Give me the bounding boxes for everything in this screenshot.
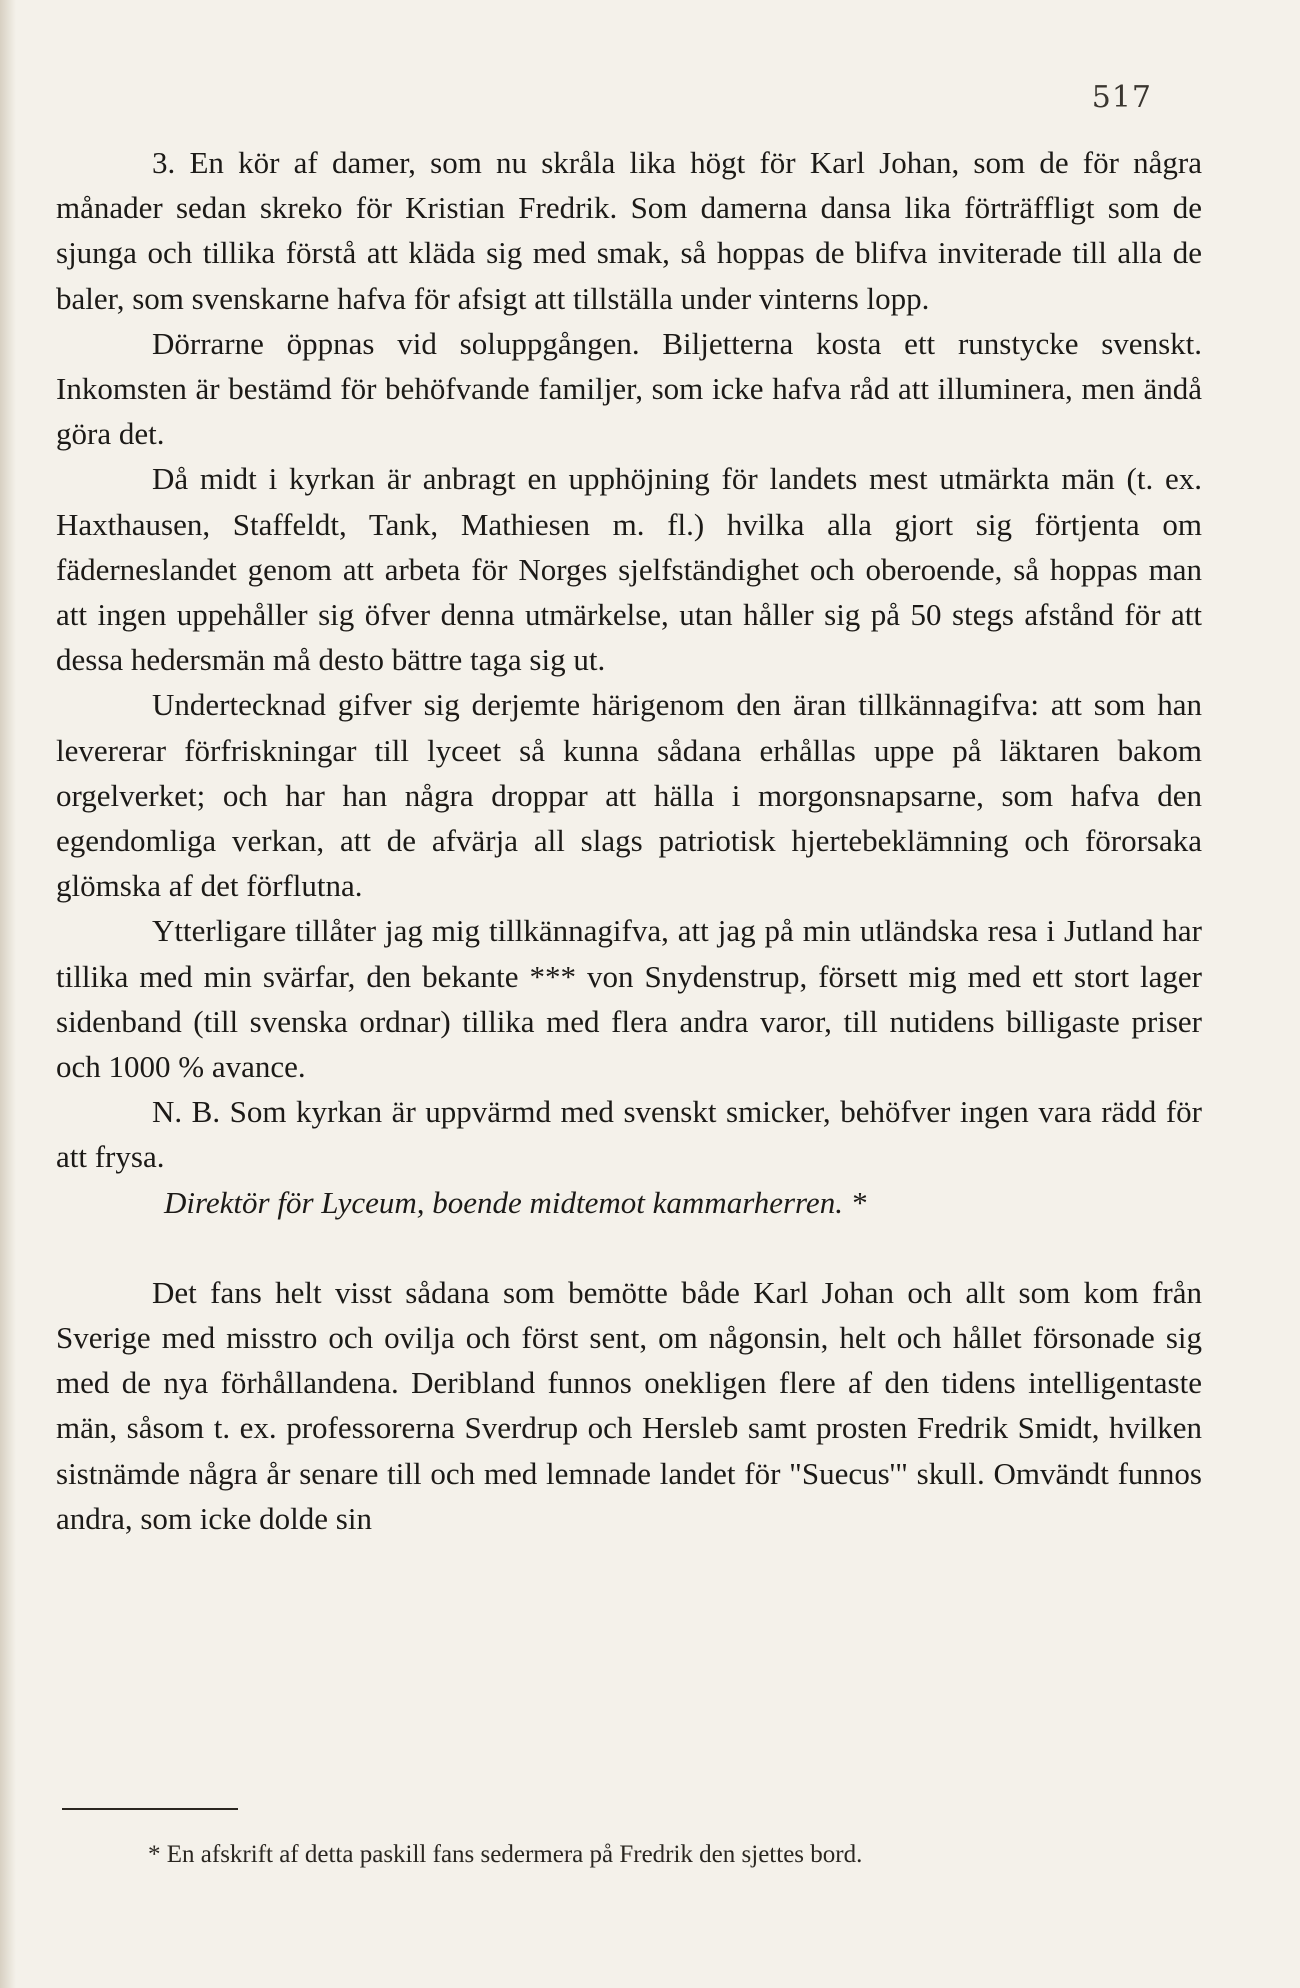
- letter-paragraph-6: N. B. Som kyrkan är uppvärmd med svenskt smicker, behöfver ingen vara rädd för att frysa.: [56, 1094, 1202, 1175]
- footnote: * En afskrift af detta paskill fans sedermera på Fredrik den sjettes bord.: [148, 1841, 863, 1868]
- letter-paragraph-3: Då midt i kyrkan är anbragt en upphöjning för landets mest utmärkta män (t. ex. Haxthausen, Staffeldt, Tank, Mathiesen m. fl.) hvilka alla gjort sig förtjenta om fäderneslandet genom att arbeta för Norges sjelfständighet och oberoende, så hoppas man att ingen uppehåller sig öfver denna utmärkelse, utan håller sig på 50 stegs afstånd för att dessa hedersmän må desto bättre taga sig ut.: [56, 461, 1202, 678]
- letter-paragraph-5: Ytterligare tillåter jag mig tillkännagifva, att jag på min utländska resa i Jutland har tillika med min svärfar, den bekante *** von Snydenstrup, försett mig med ett stort lager sidenband (till svenska ordnar) tillika med flera andra varor, till nutidens billigaste priser och 1000 % avance.: [56, 913, 1202, 1085]
- letter-paragraph-2: Dörrarne öppnas vid soluppgången. Biljetterna kosta ett runstycke svenskt. Inkomsten är bestämd för behöfvande familjer, som icke hafva råd att illuminera, men ändå göra det.: [56, 325, 1202, 452]
- section-gap: [56, 1225, 1202, 1270]
- body-paragraph: Det fans helt visst sådana som bemötte både Karl Johan och allt som kom från Sverige med misstro och ovilja och först sent, om någonsin, helt och hållet försonade sig med de nya förhållandena. Deribland funnos onekligen flere af den tidens intelligentaste män, såsom t. ex. professorerna Sverdrup och Hersleb samt prosten Fredrik Smidt, hvilken sistnämde några år senare till och med lemnade landet för "Suecus'" skull. Omvändt funnos andra, som icke dolde sin: [56, 1274, 1202, 1536]
- letter-paragraph-4: Undertecknad gifver sig derjemte härigenom den äran tillkännagifva: att som han levererar förfriskningar till lyceet så kunna sådana erhållas uppe på läktaren bakom orgelverket; och har han några droppar att hälla i morgonsnapsarne, som hafva den egendomliga verkan, att de afvärja all slags patriotisk hjertebeklämning och förorsaka glömska af det förflutna.: [56, 687, 1202, 904]
- page-gutter-shadow: [0, 0, 16, 1988]
- main-text: [56, 140, 1202, 1541]
- page-number: 517: [1091, 80, 1152, 115]
- letter-signature: Direktör för Lyceum, boende midtemot kammarherren. *: [164, 1184, 867, 1220]
- footnote-rule: [62, 1808, 238, 1810]
- letter-paragraph-1: 3. En kör af damer, som nu skråla lika högt för Karl Johan, som de för några månader sedan skreko för Kristian Fredrik. Som damerna dansa lika förträffligt som de sjunga och tillika förstå att kläda sig med smak, så hoppas de blifva inviterade till alla de baler, som svenskarne hafva för afsigt att tillställa under vinterns lopp.: [56, 145, 1202, 316]
